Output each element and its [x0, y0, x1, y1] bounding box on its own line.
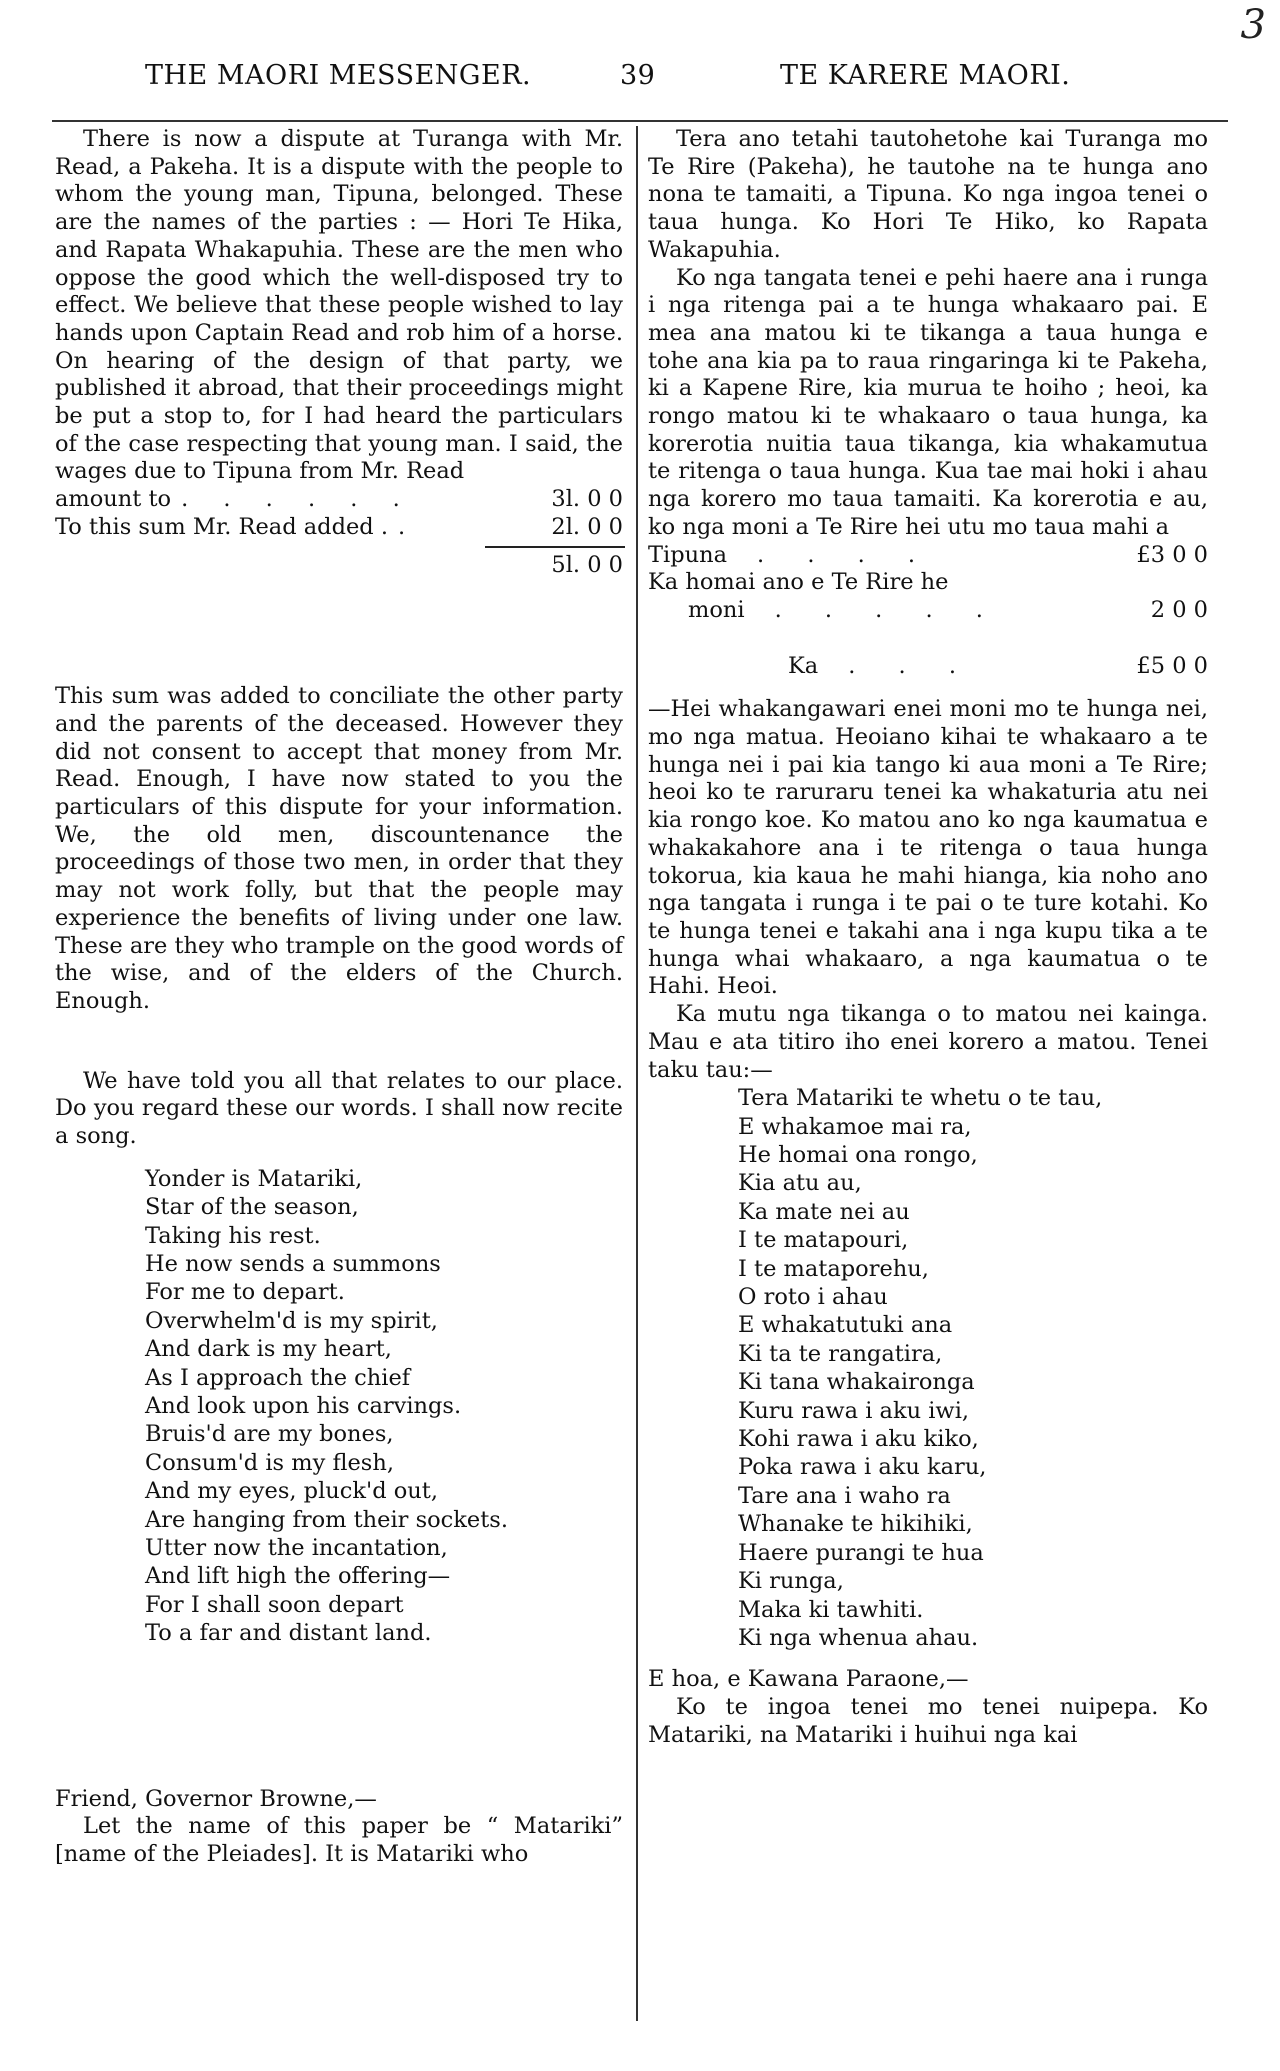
maori-paragraph-5: Ko te ingoa tenei mo tenei nuipepa. Ko Matariki, na Matariki i huihui nga kai [648, 1694, 1208, 1748]
song-line: Ki tana whakaironga [738, 1369, 975, 1396]
song-line: And dark is my heart, [145, 1336, 392, 1363]
song-line: Utter now the incantation, [145, 1535, 448, 1562]
english-title: THE MAORI MESSENGER. [145, 60, 532, 91]
song-line: Ka mate nei au [738, 1198, 910, 1225]
song-line: E whakamoe mai ra, [738, 1113, 972, 1140]
money-label: moni [688, 596, 745, 623]
money-amount: 3l. 0 0 [551, 486, 623, 513]
money-amount: £5 0 0 [1136, 652, 1208, 679]
song-line: E whakatutuki ana [738, 1312, 953, 1339]
song-line: I te matapouri, [738, 1227, 909, 1254]
song-line: To a far and distant land. [145, 1620, 432, 1647]
maori-paragraph-3: —Hei whakangawari enei moni mo te hunga nei, mo nga matua. Heoiano kihai te whakaaro a te hunga nei i pai kia tango ki aua moni a Te Rire; heoi ko te raruraru tenei ka whakaturia atu nei kia rongo koe. Ko matou ano ko nga kaumatua e whakakahore ana i te ritenga o taua hunga tokorua, kia kaua he mahi hianga, kia noho ano nga tangata i runga i te pai o te ture kotahi. Ko te hunga tenei e takahi ana i nga kupu tika a te hunga whai whakaaro, a nga kaumatua o te Hahi. Heoi. [648, 696, 1208, 1000]
english-column [55, 126, 623, 1869]
maori-paragraph-1: Tera ano tetahi tautohetohe kai Turanga mo Te Rire (Pakeha), he tautohe na te hunga ano nona te tamaiti, a Tipuna. Ko nga ingoa tenei o taua hunga. Ko Hori Te Hiko, ko Rapata Wakapuhia. [648, 126, 1208, 263]
maori-paragraph-4: Ka mutu nga tikanga o to matou nei kainga. Mau e ata titiro iho enei korero a matou. Tenei taku tau:— [648, 1001, 1208, 1083]
maori-money-label-2a: Ka homai ano e Te Rire he [648, 569, 949, 596]
song-line: Overwhelm'd is my spirit, [145, 1307, 438, 1334]
song-line: Star of the season, [145, 1194, 359, 1221]
money-label: Tipuna [648, 541, 728, 568]
song-line: Tera Matariki te whetu o te tau, [738, 1085, 1103, 1112]
maori-money-total [648, 653, 1208, 681]
english-money-row-2 [55, 514, 623, 542]
song-line: Kuru rawa i aku iwi, [738, 1397, 970, 1424]
header-rule [52, 120, 1228, 122]
maori-song [648, 1084, 1208, 1652]
english-paragraph-3: We have told you all that relates to our place. Do you regard these our words. I shall now recite a song. [55, 1067, 623, 1150]
song-line: Yonder is Matariki, [145, 1165, 363, 1192]
money-dots: . . . [848, 652, 974, 679]
song-line: I te mataporehu, [738, 1255, 929, 1282]
corner-page-number: 3 [1240, 2, 1266, 48]
money-label: To this sum Mr. Read added . [55, 513, 389, 540]
money-dots: . . . . [757, 541, 934, 568]
maori-column [648, 126, 1208, 1749]
song-line: And lift high the offering— [145, 1563, 451, 1590]
money-amount: 2 0 0 [1150, 596, 1208, 623]
english-paragraph-4: Let the name of this paper be “ Matariki” [name of the Pleiades]. It is Matariki who [55, 1813, 623, 1868]
money-label: amount to [55, 486, 172, 513]
english-song [55, 1165, 623, 1648]
maori-money-row-1 [648, 542, 1208, 570]
maori-paragraph-2: Ko nga tangata tenei e pehi haere ana i runga i nga ritenga pai a te hunga whakaaro pai. E mea ana matou ki te tikanga a taua hunga e tohe ana kia pa to raua ringaringa ki te Pakeha, ki a Kapene Rire, kia murua te hoiho ; heoi, ka rongo matou ki te whakaaro o taua hunga, ka korerotia nuitia taua tikanga, kia whakamutua te ritenga o taua hunga. Kua tae mai hoki i ahau nga korero mo taua tamaiti. Ka korerotia e au, ko nga moni a Te Rire hei utu mo taua mahi a [648, 264, 1208, 540]
song-line: And my eyes, pluck'd out, [145, 1478, 438, 1505]
money-amount: £3 0 0 [1136, 541, 1208, 568]
money-dots: . [398, 513, 420, 540]
song-line: Ki ta te rangatira, [738, 1340, 943, 1367]
song-line: For I shall soon depart [145, 1591, 404, 1618]
song-line: He homai ona rongo, [738, 1142, 978, 1169]
song-line: He now sends a summons [145, 1251, 441, 1278]
song-line: Are hanging from their sockets. [145, 1506, 508, 1533]
song-line: For me to depart. [145, 1279, 345, 1306]
song-line: As I approach the chief [145, 1364, 411, 1391]
song-line: Poka rawa i aku karu, [738, 1454, 987, 1481]
song-line: Kia atu au, [738, 1170, 862, 1197]
song-line: Ki runga, [738, 1568, 844, 1595]
sum-rule [485, 546, 625, 548]
english-paragraph-1: There is now a dispute at Turanga with Mr. Read, a Pakeha. It is a dispute with the people to whom the young man, Tipuna, belonged. These are the names of the parties : — Hori Te Hika, and Rapata Whakapuhia. These are the men who oppose the good which the well-disposed try to effect. We believe that these people wished to lay hands upon Captain Read and rob him of a horse. On hearing of the design of that party, we published it abroad, that their proceedings might be put a stop to, for I had heard the particulars of the case respecting that young man. I said, the wages due to Tipuna from Mr. Read [55, 126, 623, 485]
song-line: Haere purangi te hua [738, 1539, 984, 1566]
page-number: 39 [620, 60, 656, 91]
song-line: Bruis'd are my bones, [145, 1421, 394, 1448]
column-divider [636, 126, 638, 2021]
english-salutation: Friend, Governor Browne,— [55, 1785, 377, 1812]
english-money-total: 5l. 0 0 [551, 551, 623, 578]
song-line: Consum'd is my flesh, [145, 1449, 394, 1476]
money-label: Ka [788, 652, 819, 679]
english-paragraph-2: This sum was added to conciliate the other party and the parents of the deceased. However they did not consent to accept that money from Mr. Read. Enough, I have now stated to you the particulars of this dispute for your information. We, the old men, discountenance the proceedings of those two men, in order that they may not work folly, but that the people may experience the benefits of living under one law. These are they who trample on the good words of the wise, and of the elders of the Church. Enough. [55, 683, 624, 1014]
maori-salutation: E hoa, e Kawana Paraone,— [648, 1666, 969, 1693]
money-dots: . . . . . [774, 596, 1001, 623]
money-dots: . . . . . . [181, 486, 414, 513]
song-line: Tare ana i waho ra [738, 1482, 951, 1509]
money-amount: 2l. 0 0 [551, 513, 623, 540]
song-line: Maka ki tawhiti. [738, 1596, 924, 1623]
song-line: O roto i ahau [738, 1284, 888, 1311]
maori-title: TE KARERE MAORI. [780, 60, 1071, 91]
song-line: Ki nga whenua ahau. [738, 1624, 979, 1651]
song-line: Whanake te hikihiki, [738, 1511, 973, 1538]
song-line: And look upon his carvings. [145, 1393, 462, 1420]
maori-money-row-2 [648, 597, 1208, 625]
song-line: Taking his rest. [145, 1222, 321, 1249]
english-money-row-1 [55, 486, 623, 514]
song-line: Kohi rawa i aku kiko, [738, 1426, 979, 1453]
page-header [0, 60, 1280, 100]
